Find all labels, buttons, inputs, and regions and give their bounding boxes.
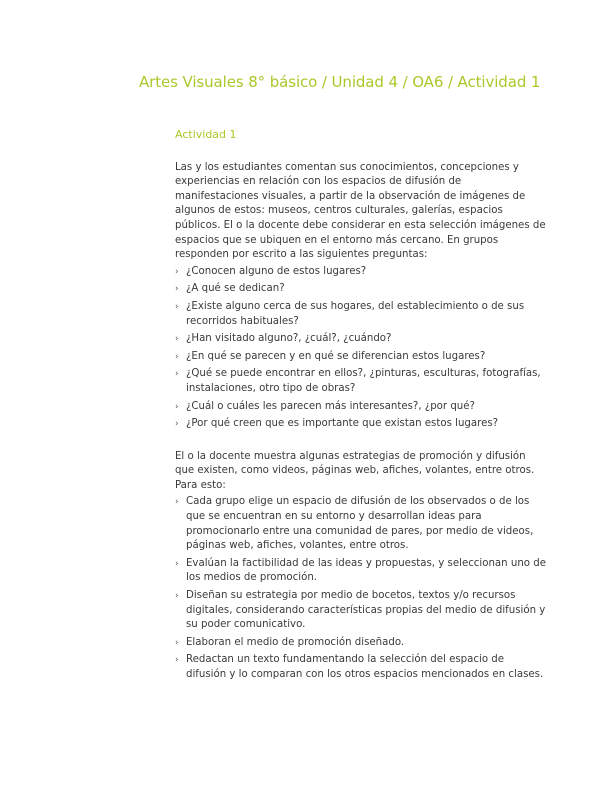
- list-item: [175, 282, 547, 297]
- list-item: [175, 589, 547, 633]
- list-item: [175, 557, 547, 586]
- step-text: Elaboran el medio de promoción diseñado.: [186, 636, 405, 648]
- question-text: ¿Cuál o cuáles les parecen más interesantes?, ¿por qué?: [186, 400, 475, 412]
- steps-list: [175, 495, 547, 682]
- list-item: [175, 350, 547, 365]
- list-item: [175, 636, 547, 651]
- page-header-title: Artes Visuales 8° básico / Unidad 4 / OA6 / Actividad 1: [139, 73, 541, 91]
- question-text: ¿En qué se parecen y en qué se diferencian estos lugares?: [186, 350, 486, 362]
- bullet-chevron-icon: ›: [175, 591, 179, 602]
- bullet-chevron-icon: ›: [175, 284, 179, 295]
- bullet-chevron-icon: ›: [175, 301, 179, 312]
- list-item: [175, 400, 547, 415]
- bullet-chevron-icon: ›: [175, 369, 179, 380]
- bullet-chevron-icon: ›: [175, 637, 179, 648]
- question-text: ¿Qué se puede encontrar en ellos?, ¿pinturas, esculturas, fotografías, instalaciones, otro tipo de obras?: [186, 368, 541, 394]
- step-text: Redactan un texto fundamentando la selección del espacio de difusión y lo comparan con los otros espacios mencionados en clases.: [186, 654, 544, 680]
- activity-content: [175, 128, 547, 686]
- bullet-chevron-icon: ›: [175, 351, 179, 362]
- question-text: ¿Conocen alguno de estos lugares?: [186, 265, 367, 277]
- list-item: [175, 495, 547, 553]
- list-item: [175, 300, 547, 329]
- bullet-chevron-icon: ›: [175, 497, 179, 508]
- intro-paragraph: Las y los estudiantes comentan sus conocimientos, concepciones y experiencias en relación con los espacios de difusión de manifestaciones visuales, a partir de la observación de imágenes de algunos de estos: museos, centros culturales, galerías, espacios públicos. El o la docente debe considerar en esta selección imágenes de espacios que se ubiquen en el entorno más cercano. En grupos responden por escrito a las siguientes preguntas:: [175, 161, 546, 261]
- activity-label: Actividad 1: [175, 128, 237, 141]
- second-intro-paragraph: El o la docente muestra algunas estrategias de promoción y difusión que existen, como videos, páginas web, afiches, volantes, entre otros. Para esto:: [175, 450, 535, 491]
- step-text: Cada grupo elige un espacio de difusión de los observados o de los que se encuentran en su entorno y desarrollan ideas para promocionarlo entre una comunidad de pares, por medio de videos, páginas web, afiches, volantes, entre otros.: [186, 496, 534, 552]
- bullet-chevron-icon: ›: [175, 401, 179, 412]
- questions-list: [175, 265, 547, 432]
- bullet-chevron-icon: ›: [175, 655, 179, 666]
- bullet-chevron-icon: ›: [175, 334, 179, 345]
- list-item: [175, 265, 547, 280]
- question-text: ¿A qué se dedican?: [186, 283, 285, 295]
- list-item: [175, 367, 547, 396]
- bullet-chevron-icon: ›: [175, 419, 179, 430]
- question-text: ¿Existe alguno cerca de sus hogares, del establecimiento o de sus recorridos habituales?: [186, 300, 525, 327]
- bullet-chevron-icon: ›: [175, 266, 179, 277]
- step-text: Evalúan la factibilidad de las ideas y propuestas, y seleccionan uno de los medios de promoción.: [186, 557, 546, 584]
- list-item: [175, 332, 547, 347]
- question-text: ¿Por qué creen que es importante que existan estos lugares?: [186, 418, 499, 430]
- list-item: [175, 653, 547, 682]
- bullet-chevron-icon: ›: [175, 558, 179, 569]
- list-item: [175, 417, 547, 432]
- step-text: Diseñan su estrategia por medio de bocetos, textos y/o recursos digitales, considerando características propias del medio de difusión y su poder comunicativo.: [186, 590, 546, 631]
- question-text: ¿Han visitado alguno?, ¿cuál?, ¿cuándo?: [186, 333, 392, 345]
